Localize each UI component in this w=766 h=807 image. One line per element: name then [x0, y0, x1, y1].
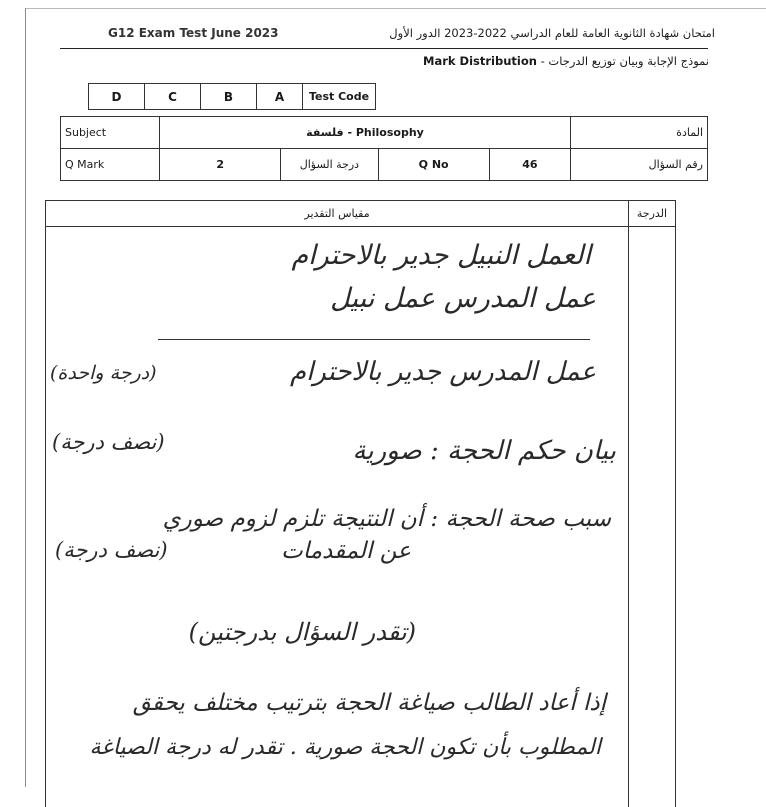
qmark-label-ar: درجة السؤال	[281, 149, 378, 181]
subject-label-en: Subject	[61, 117, 160, 149]
test-code-a: A	[257, 84, 303, 110]
answer-line-4-mark: (نصف درجة)	[52, 430, 165, 454]
answer-line-5: سبب صحة الحجة : أن النتيجة تلزم لزوم صوري	[163, 506, 611, 532]
answer-line-6: عن المقدمات	[281, 538, 411, 564]
qno-label-ar: رقم السؤال	[571, 149, 708, 181]
answer-line-3: عمل المدرس جدير بالاحترام	[290, 357, 596, 387]
test-code-table	[88, 83, 376, 110]
test-code-b: B	[201, 84, 257, 110]
answer-line-2: عمل المدرس عمل نبيل	[330, 283, 596, 314]
answer-line-1: العمل النبيل جدير بالاحترام	[291, 240, 591, 271]
header-divider	[60, 48, 708, 49]
test-code-label: Test Code	[303, 84, 376, 110]
answer-line-9: المطلوب بأن تكون الحجة صورية . تقدر له درجة الصياغة	[89, 735, 601, 760]
info-table	[60, 116, 708, 181]
mark-distribution-en: Mark Distribution	[423, 54, 537, 68]
answer-line-7: (تقدر السؤال بدرجتين)	[189, 618, 416, 646]
test-code-d: D	[89, 84, 145, 110]
qno-value: 46	[489, 149, 570, 181]
answer-line-4: بيان حكم الحجة : صورية	[352, 436, 616, 466]
subject-value: فلسفة - Philosophy	[160, 117, 571, 149]
mark-distribution-ar: نموذج الإجابة وبيان توزيع الدرجات -	[541, 54, 709, 68]
answer-line-6-mark: (نصف درجة)	[55, 538, 168, 562]
subject-label-ar: المادة	[571, 117, 708, 149]
answer-line-8: إذا أعاد الطالب صياغة الحجة بترتيب مختلف يحقق	[133, 690, 606, 716]
grade-header: الدرجة	[629, 201, 676, 227]
header-exam-title: G12 Exam Test June 2023	[108, 26, 279, 40]
grade-body	[629, 227, 676, 807]
qmark-label-en: Q Mark	[61, 149, 160, 181]
test-code-c: C	[145, 84, 201, 110]
qno-label-en: Q No	[378, 149, 489, 181]
scale-header: مقياس التقدير	[46, 201, 629, 227]
answer-line-3-mark: (درجة واحدة)	[50, 362, 157, 384]
mark-distribution-title	[423, 54, 709, 68]
syllogism-line	[158, 339, 590, 340]
header-arabic-title: امتحان شهادة الثانوية العامة للعام الدراسي 2022-2023 الدور الأول	[389, 26, 715, 40]
qmark-value: 2	[160, 149, 281, 181]
